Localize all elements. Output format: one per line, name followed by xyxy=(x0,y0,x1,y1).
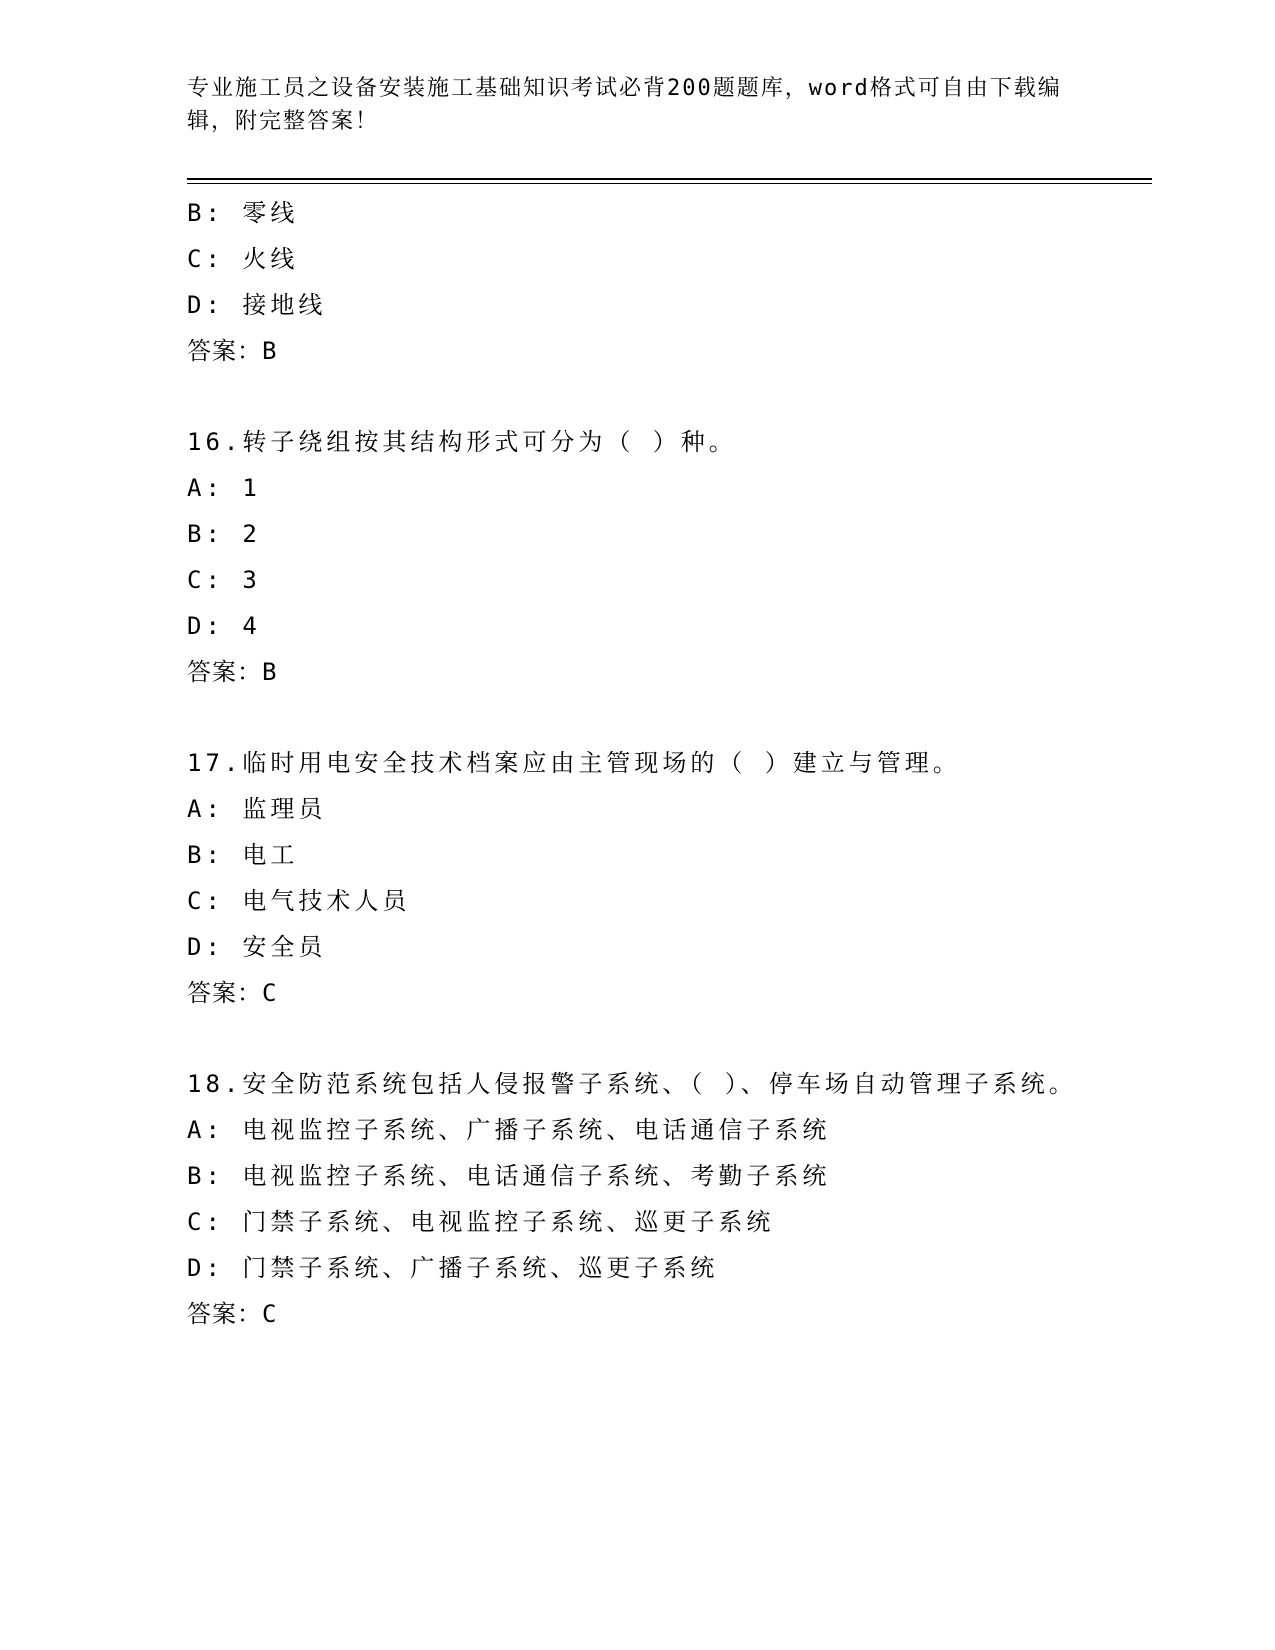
answer-line: 答案：C xyxy=(187,1300,278,1328)
option-c: C: 火线 xyxy=(187,245,299,273)
option-d: D: 安全员 xyxy=(187,933,327,961)
answer-line: 答案：B xyxy=(187,658,278,686)
answer-line: 答案：C xyxy=(187,979,278,1007)
question-18 xyxy=(187,1061,1087,1337)
option-c: C: 门禁子系统、电视监控子系统、巡更子系统 xyxy=(187,1208,775,1236)
option-d: D: 接地线 xyxy=(187,291,327,319)
option-a: A: 监理员 xyxy=(187,795,327,823)
question-list xyxy=(187,190,1087,1337)
option-c: C: 3 xyxy=(187,566,261,594)
question-text: 17.临时用电安全技术档案应由主管现场的（ ）建立与管理。 xyxy=(187,749,961,777)
question-text: 16.转子绕组按其结构形式可分为（ ）种。 xyxy=(187,428,737,456)
option-c: C: 电气技术人员 xyxy=(187,887,411,915)
question-16 xyxy=(187,419,1087,695)
option-d: D: 门禁子系统、广播子系统、巡更子系统 xyxy=(187,1254,719,1282)
option-a: A: 电视监控子系统、广播子系统、电话通信子系统 xyxy=(187,1116,831,1144)
option-d: D: 4 xyxy=(187,612,261,640)
question-17 xyxy=(187,740,1087,1016)
answer-line: 答案：B xyxy=(187,337,278,365)
option-b: B: 电工 xyxy=(187,841,299,869)
option-b: B: 电视监控子系统、电话通信子系统、考勤子系统 xyxy=(187,1162,831,1190)
question-text: 18.安全防范系统包括人侵报警子系统、（ ）、停车场自动管理子系统。 xyxy=(187,1070,1077,1098)
option-b: B: 2 xyxy=(187,520,261,548)
option-a: A: 1 xyxy=(187,474,261,502)
option-b: B: 零线 xyxy=(187,199,299,227)
header-divider-thick xyxy=(187,178,1152,180)
header-divider-thin xyxy=(187,183,1152,184)
continued-question xyxy=(187,190,1087,374)
document-header: 专业施工员之设备安装施工基础知识考试必背200题题库，word格式可自由下载编辑，附完整答案！ xyxy=(187,76,1062,134)
